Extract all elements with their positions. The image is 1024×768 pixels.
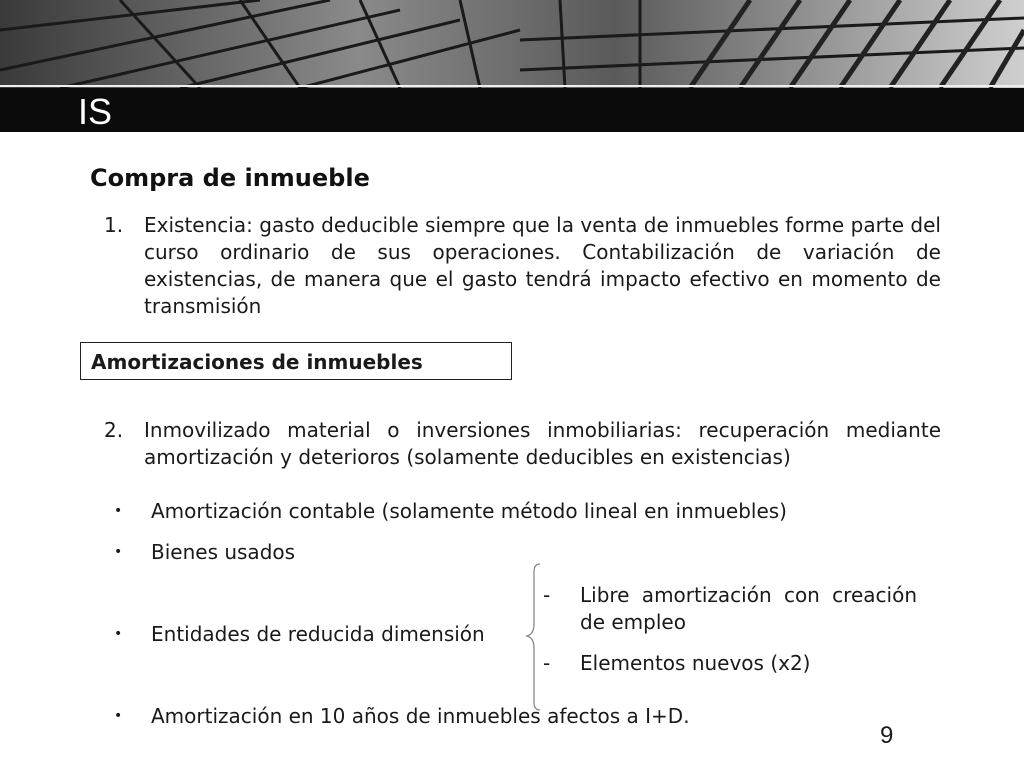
curly-brace-icon	[524, 562, 544, 712]
bullet-marker: •	[114, 544, 123, 560]
item-number-2: 2.	[104, 418, 124, 442]
page-number: 9	[880, 722, 894, 749]
slide-title: IS	[78, 91, 113, 132]
bullet-marker: •	[114, 503, 123, 519]
header-banner-image	[0, 0, 1024, 88]
sub-item: Elementos nuevos (x2)	[580, 651, 811, 675]
sub-item: Libre amortización con creación de empleo	[580, 583, 917, 634]
bullet-marker: •	[114, 708, 123, 724]
bullet-item: Amortización contable (solamente método lineal en inmuebles)	[151, 499, 787, 523]
bullet-marker: •	[114, 626, 123, 642]
item-text-1: Existencia: gasto deducible siempre que la venta de inmuebles forme parte del curso ordinario de sus operaciones. Contabilización de variación de existencias, de manera que el gasto tendrá impacto efectivo en momento de transmisión	[144, 213, 941, 318]
item-number-1: 1.	[104, 213, 124, 237]
bullet-item: Bienes usados	[151, 540, 296, 564]
bullet-item: Entidades de reducida dimensión	[151, 622, 485, 646]
section-heading: Compra de inmueble	[90, 164, 370, 192]
item-text-2: Inmovilizado material o inversiones inmobiliarias: recuperación mediante amortización y deterioros (solamente deducibles en existencias)	[144, 418, 941, 469]
bullet-item: Amortización en 10 años de inmuebles afectos a I+D.	[151, 704, 690, 728]
dash-marker: -	[543, 583, 551, 607]
dash-marker: -	[543, 651, 551, 675]
subsection-box: Amortizaciones de inmuebles	[80, 342, 512, 380]
title-bar	[0, 88, 1024, 132]
